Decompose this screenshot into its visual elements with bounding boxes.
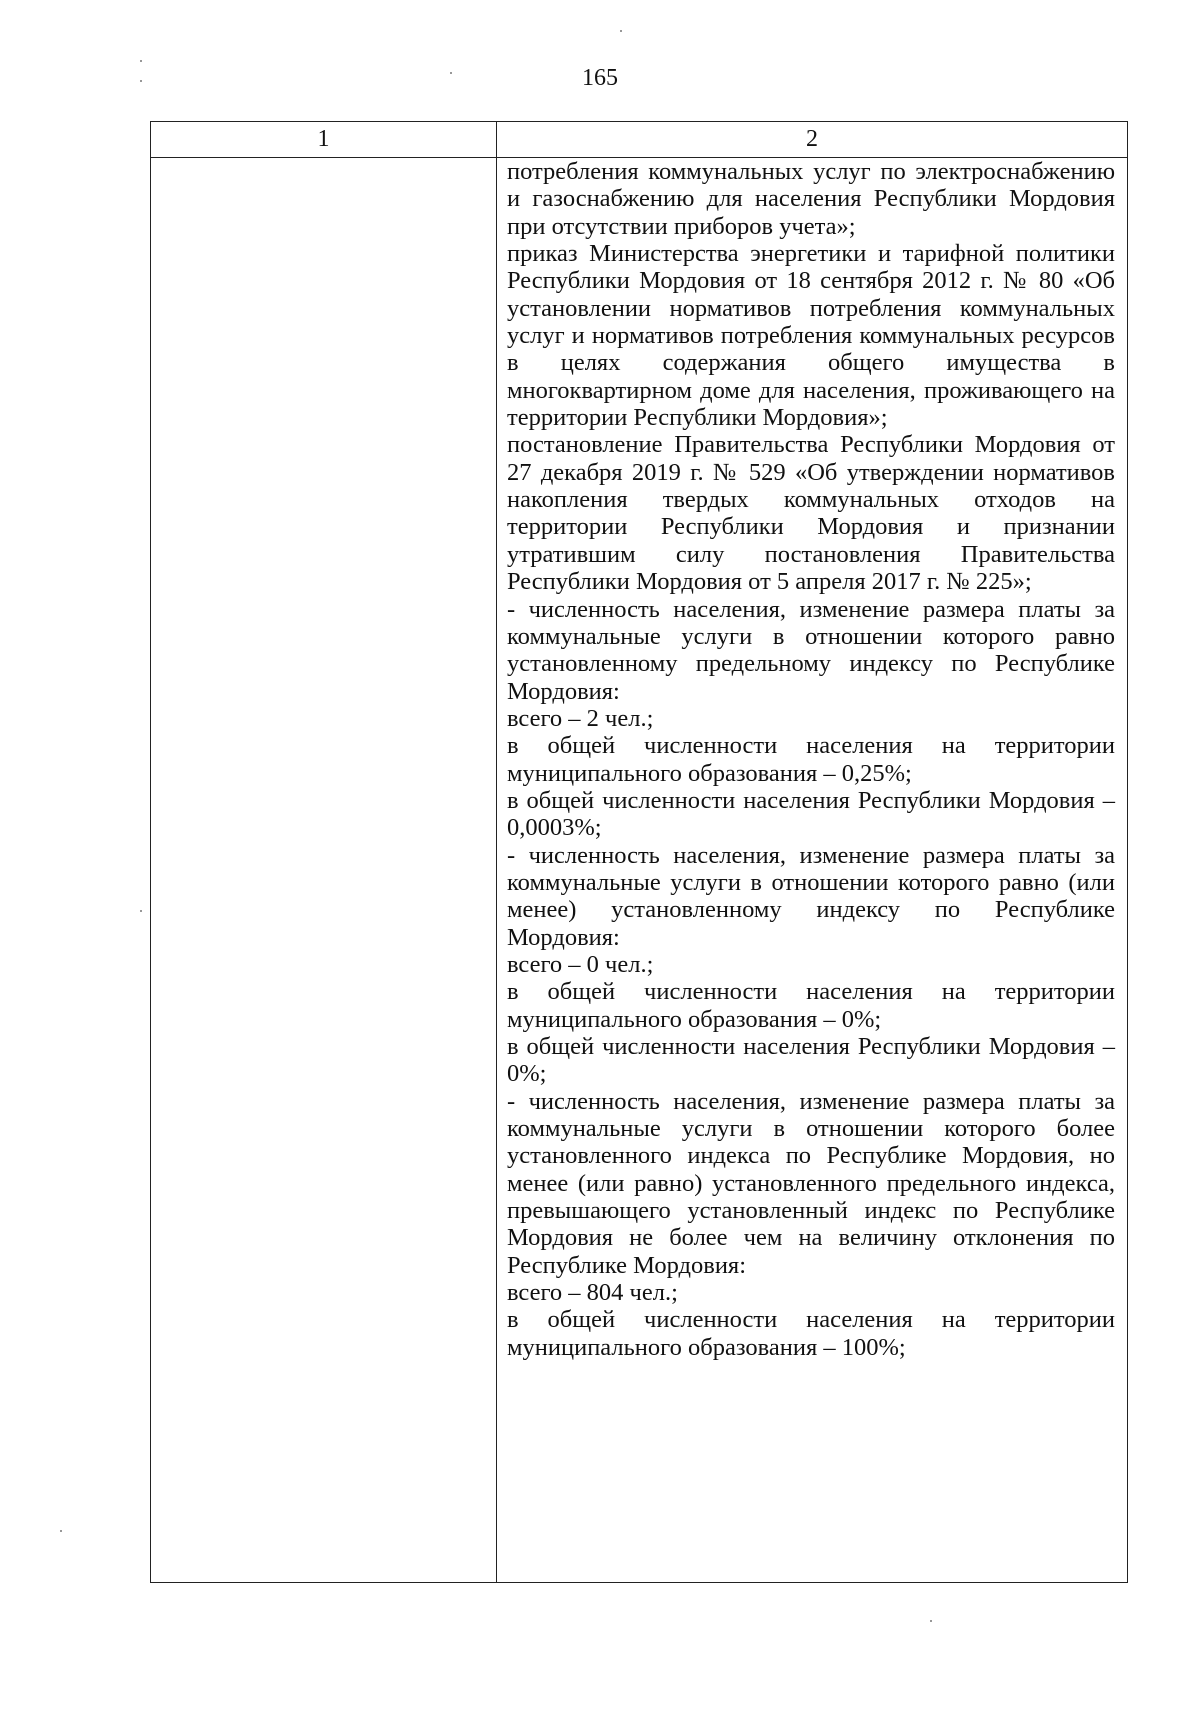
scan-speck — [140, 60, 142, 62]
paragraph: в общей численности населения на территории муниципального образования – 0,25%; — [507, 732, 1115, 787]
page-number: 165 — [582, 65, 618, 91]
paragraph: - численность населения, изменение размера платы за коммунальные услуги в отношении которого более установленного индекса по Республике Мордовия, но менее (или равно) установленного предельного индекса, превышающего установленный индекс по Республике Мордовия не более чем на величину отклонения по Республике Мордовия: — [507, 1087, 1115, 1279]
paragraph: всего – 0 чел.; — [507, 950, 654, 978]
document-table — [150, 121, 1128, 1583]
column-2-content — [507, 158, 1115, 1361]
paragraph: - численность населения, изменение размера платы за коммунальные услуги в отношении которого равно установленному предельному индексу по Республике Мордовия: — [507, 595, 1115, 705]
scan-speck — [60, 1530, 62, 1532]
scan-speck — [450, 72, 452, 74]
scan-speck — [620, 30, 622, 32]
paragraph: в общей численности населения на территории муниципального образования – 100%; — [507, 1306, 1115, 1361]
scan-speck — [140, 910, 142, 912]
paragraph: приказ Министерства энергетики и тарифной политики Республики Мордовия от 18 сентября 2012 г. № 80 «Об установлении нормативов потребления коммунальных услуг и нормативов потребления коммунальных ресурсов в целях содержания общего имущества в многоквартирном доме для населения, проживающего на территории Республики Мордовия»; — [507, 240, 1115, 432]
table-header-row — [151, 122, 1127, 158]
column-divider — [496, 122, 497, 1582]
paragraph: в общей численности населения на территории муниципального образования – 0%; — [507, 978, 1115, 1033]
column-2-header: 2 — [806, 126, 818, 152]
paragraph: потребления коммунальных услуг по электроснабжению и газоснабжению для населения Республики Мордовия при отсутствии приборов учета»; — [507, 158, 1115, 240]
scan-speck — [930, 1620, 932, 1622]
paragraph: всего – 2 чел.; — [507, 704, 654, 732]
paragraph: всего – 804 чел.; — [507, 1279, 678, 1307]
column-1-header: 1 — [317, 126, 330, 152]
scan-speck — [140, 80, 142, 82]
paragraph: в общей численности населения Республики Мордовия – 0,0003%; — [507, 786, 1115, 842]
paragraph: постановление Правительства Республики Мордовия от 27 декабря 2019 г. № 529 «Об утверждении нормативов накопления твердых коммунальных отходов на территории Республики Мордовия и признании утратившим силу постановления Правительства Республики Мордовия от 5 апреля 2017 г. № 225»; — [507, 431, 1115, 596]
paragraph: в общей численности населения Республики Мордовия – 0%; — [507, 1033, 1115, 1088]
paragraph: - численность населения, изменение размера платы за коммунальные услуги в отношении которого равно (или менее) установленному индексу по Республике Мордовия: — [507, 841, 1115, 951]
